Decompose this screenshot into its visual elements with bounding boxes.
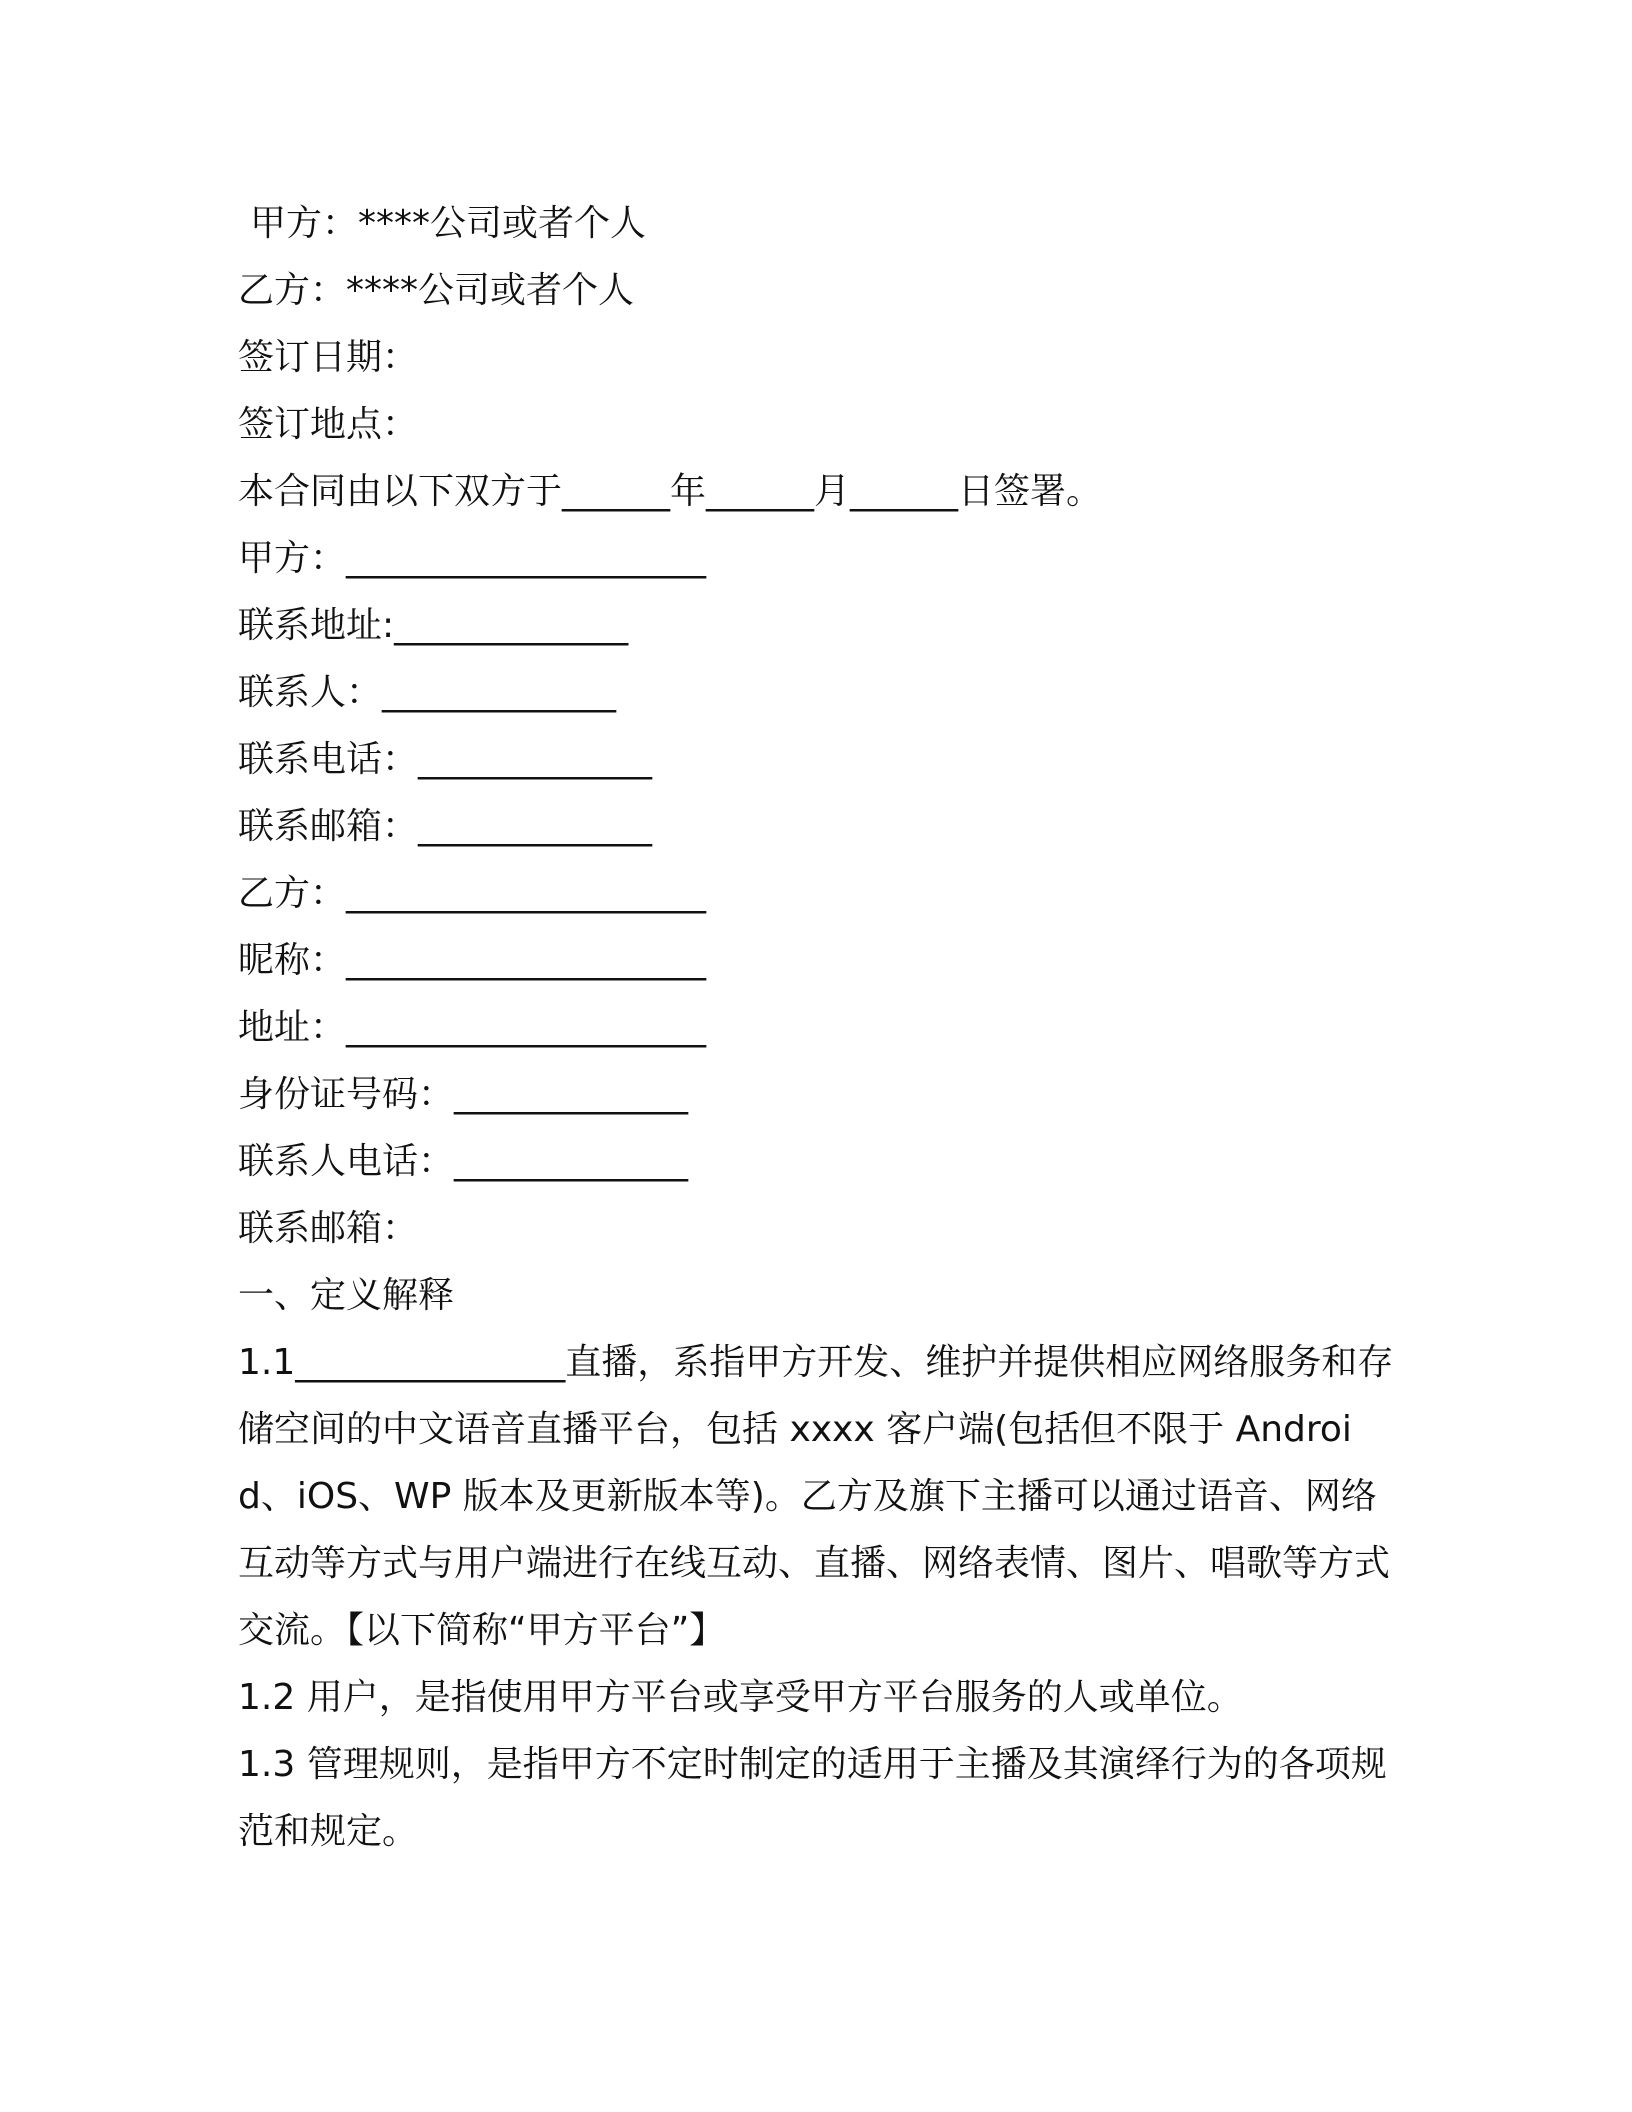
signing-statement-line: 本合同由以下双方于______年______月______日签署。 — [238, 471, 1103, 512]
clause-1-1: 1.1_______________直播，系指甲方开发、维护并提供相应网络服务和存储空间的中文语音直播平台，包括 xxxx 客户端(包括但不限于 Android、iOS、WP 版本及更新版本等)。乙方及旗下主播可以通过语音、网络互动等方式与用户端进行在线互动、直播、网络表情、图片、唱歌等方式交流。【以下简称“甲方平台”】 — [238, 1342, 1394, 1651]
clause-1-2: 1.2 用户，是指使用甲方平台或享受甲方平台服务的人或单位。 — [238, 1677, 1243, 1718]
signing-date-line: 签订日期： — [238, 337, 419, 378]
clause-1-3: 1.3 管理规则，是指甲方不定时制定的适用于主播及其演绎行为的各项规范和规定。 — [238, 1744, 1387, 1852]
id-number-line: 身份证号码：_____________ — [238, 1074, 689, 1115]
contact-person-line: 联系人：_____________ — [238, 672, 617, 713]
contact-person-phone-line: 联系人电话：_____________ — [238, 1141, 689, 1182]
signing-place-line: 签订地点： — [238, 404, 419, 445]
address-line: 地址：____________________ — [238, 1007, 707, 1048]
party-b-blank-line: 乙方：____________________ — [238, 873, 707, 914]
contact-email-line-b: 联系邮箱： — [238, 1208, 419, 1249]
contact-address-line: 联系地址:_____________ — [238, 605, 629, 646]
section-title: 一、定义解释 — [238, 1275, 455, 1316]
contact-phone-line: 联系电话：_____________ — [238, 739, 653, 780]
nickname-line: 昵称：____________________ — [238, 940, 707, 981]
party-a-blank-line: 甲方：____________________ — [238, 538, 707, 579]
contact-email-line: 联系邮箱：_____________ — [238, 806, 653, 847]
party-b-line: 乙方：****公司或者个人 — [238, 270, 635, 311]
party-a-line: 甲方：****公司或者个人 — [250, 203, 647, 244]
contract-body — [238, 190, 1398, 1865]
